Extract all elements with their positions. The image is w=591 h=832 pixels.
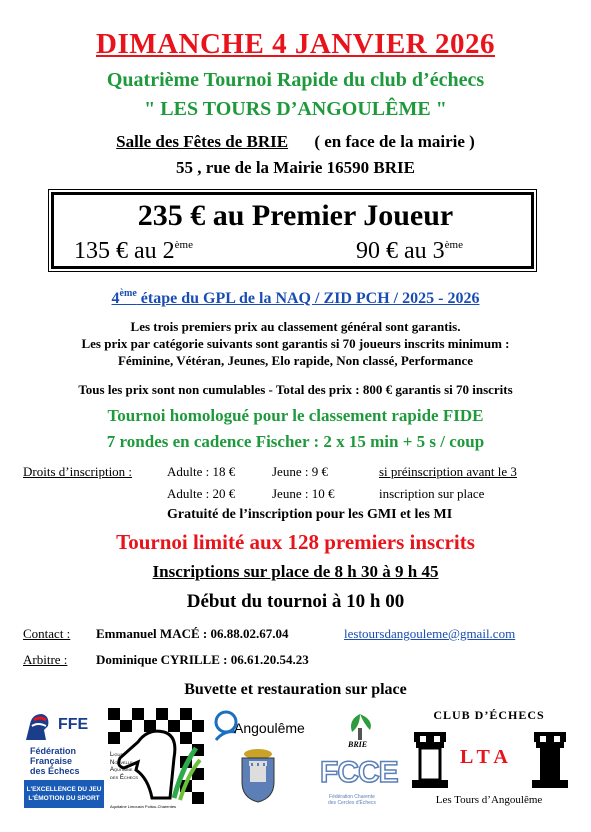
fee-note-onsite: inscription sur place [379,486,485,501]
rook-right-icon [528,728,572,792]
first-prize: 235 € au Premier Joueur [137,199,454,232]
start-time: Début du tournoi à 10 h 00 [186,591,405,612]
player-limit: Tournoi limité aux 128 premiers inscrits [116,530,475,554]
arbiter-value: Dominique CYRILLE : 06.61.20.54.23 [96,652,309,667]
ligue-logo: Ligue Nouvelle Aquitaine des Échecs Aquitaine Limousin Poitou-Charentes [108,708,204,812]
fee-note-pre: si préinscription avant le 3 [379,464,517,479]
club-name: " LES TOURS D’ANGOULÊME " [144,98,447,120]
fee-adult-onsite: Adulte : 20 € [167,486,236,501]
coat-of-arms-icon [238,748,278,804]
fide-rating: Tournoi homologué pour le classement rapide FIDE [107,406,484,425]
tournament-title: Quatrième Tournoi Rapide du club d’échecs [106,69,485,91]
fcce-logo: BRIE FCCE Fédération Charente des Cercles d'Échecs [318,710,398,810]
rook-left-icon [408,728,452,792]
fees-label: Droits d’inscription : [23,464,133,479]
contact-email-link[interactable]: lestoursdangouleme@gmail.com [344,626,516,641]
refreshments: Buvette et restauration sur place [184,681,407,698]
contact-label: Contact : [23,626,71,641]
conditions-line-1: Les trois premiers prix au classement général sont garantis. [130,319,461,334]
fee-junior-pre: Jeune : 9 € [272,464,328,479]
third-prize: 90 € au 3ème [356,238,463,264]
onsite-registration: Inscriptions sur place de 8 h 30 à 9 h 45 [152,562,439,581]
ffe-logo: FFE Fédération Française des Échecs L'EXCELLENCE DU JEU L'ÉMOTION DU SPORT [20,710,106,810]
event-date: DIMANCHE 4 JANVIER 2026 [96,28,495,60]
conditions-line-4: Tous les prix sont non cumulables - Total des prix : 800 € garantis si 70 inscrits [78,382,513,397]
club-lta-logo: CLUB D’ÉCHECS LTA Les Tours d’Angoulême [404,708,574,812]
arbiter-label: Arbitre : [23,652,68,667]
knight-flag-icon [20,710,60,744]
venue-note: ( en face de la mairie ) [314,132,475,151]
time-control: 7 rondes en cadence Fischer : 2 x 15 min + 5 s / coup [106,432,485,451]
fee-adult-pre: Adulte : 18 € [167,464,236,479]
venue-name: Salle des Fêtes de BRIE [116,132,289,151]
address: 55 , rue de la Mairie 16590 BRIE [176,158,415,177]
venue [0,132,591,152]
contact-value: Emmanuel MACÉ : 06.88.02.67.04 [96,626,289,641]
second-prize: 135 € au 2ème [74,238,193,264]
fee-free: Gratuité de l’inscription pour les GMI et les MI [167,507,453,522]
gpl-stage: 4ème étape du GPL de la NAQ / ZID PCH / 2025 - 2026 [111,288,480,307]
conditions-line-3: Féminine, Vétéran, Jeunes, Elo rapide, Non classé, Performance [117,353,474,368]
conditions-line-2: Les prix par catégorie suivants sont garantis si 70 joueurs inscrits minimum : [81,336,510,351]
fee-junior-onsite: Jeune : 10 € [272,486,335,501]
angouleme-logo: Angoulême [208,708,308,810]
